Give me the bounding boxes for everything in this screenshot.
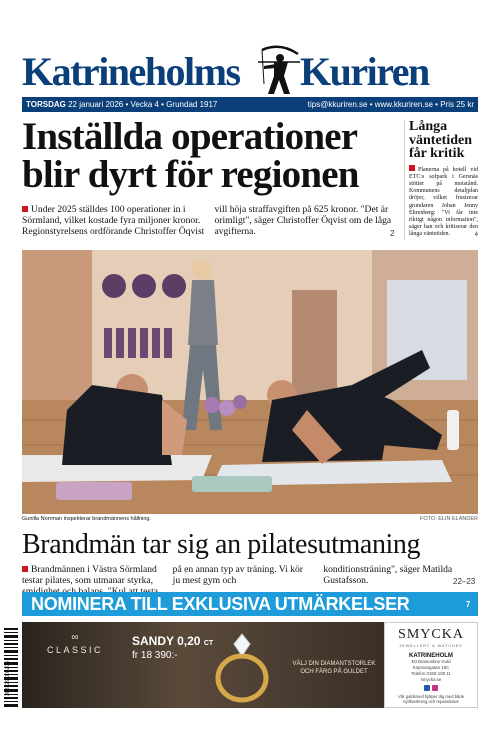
ad-tagline <box>290 660 378 676</box>
main-photo <box>22 250 478 514</box>
ad-offer <box>132 634 213 661</box>
store-town: KATRINEHOLM <box>409 653 453 659</box>
store-sub: JEWELLERY & WATCHES <box>399 643 463 648</box>
red-square-icon <box>22 206 28 212</box>
archer-logo-icon <box>254 44 304 98</box>
masthead-title-right: Kuriren <box>300 49 429 94</box>
side-story[interactable] <box>404 120 478 240</box>
date-line <box>26 100 217 109</box>
nominate-banner-text: NOMINERA TILL EXKLUSIVA UTMÄRKELSER <box>31 593 410 614</box>
classic-brand: CLASSIC <box>46 645 103 655</box>
infinity-icon: ∞ <box>71 632 79 643</box>
pilates-lead-text: Brandmännen i Västra Sörmland testar pilates, som utmanar styrka, på en annan typ av träning. Vi kör ju mest gym och konditionsträning", säger Matilda Gustafsson. <box>22 564 453 586</box>
contact-line[interactable]: tips@kkuriren.se • www.kkuriren.se • Pris 25 kr <box>307 100 474 109</box>
photo-credit: FOTO: ELIN ELANDER <box>420 516 478 522</box>
red-square-icon <box>22 566 28 572</box>
social-icons <box>389 685 473 691</box>
side-page-ref: 4 <box>474 232 478 238</box>
store-address: Köpmangatan 18C <box>412 665 450 670</box>
main-lead-text: Under 2025 ställdes 100 operationer in i Sörmland, vilket kostade fyra miljoner kronor. Regionstyrelsens ordförande Christoffer Öqvist vill höja straffavgiften på 625 kronor. "Det är orimligt", säger Christoffer Öqvist om de låga avgifterna. <box>22 204 392 237</box>
masthead-title-left: Katrineholms <box>22 49 240 94</box>
info-bar <box>22 97 478 112</box>
nominate-page-ref: 7 <box>465 599 470 609</box>
main-page-ref: 2 <box>390 229 395 238</box>
ad-visual <box>22 622 384 708</box>
main-headline[interactable]: Inställda operationer blir dyrt för regionen <box>22 115 359 196</box>
ad-tagline-1: VÄLJ DIN DIAMANTSTORLEK <box>292 661 376 667</box>
diamond-ring-icon <box>210 626 274 706</box>
facebook-icon[interactable] <box>424 685 430 691</box>
offer-title: SANDY 0,20 <box>132 634 201 648</box>
weekday: TORSDAG <box>26 100 66 109</box>
ad-tagline-2: OCH FÄRG PÅ GULDET <box>300 669 368 675</box>
side-story-title: Långa väntetiden får kritik <box>409 119 472 161</box>
store-web[interactable]: smycka.se <box>420 677 442 682</box>
store-phone: Telefon 0150-108 11 <box>411 671 451 676</box>
date-info: 22 januari 2026 • Vecka 4 • Grundad 1917 <box>68 100 218 109</box>
red-square-icon <box>409 165 415 171</box>
jewellery-ad[interactable] <box>22 622 478 708</box>
store-footer: Vår guldsmed hjälper dig med både nytillverkning och reparationer <box>397 694 465 705</box>
pilates-headline[interactable]: Brandmän tar sig an pilatesutmaning <box>22 529 421 560</box>
masthead <box>22 44 478 96</box>
side-story-body: Planerna på hotell vid ETC:s sofpark i Gersnäs stötter på motstånd. Kommunens detaljplan dröjer, vilket frustrerar grundaren Johan Jenny Ehrenberg: "Vi får inte riktigt någon information", säger han och kritiserar den långa väntetiden. <box>409 166 478 238</box>
offer-price: fr 18 390:- <box>132 650 178 661</box>
pilates-photo-illustration <box>22 250 478 514</box>
classic-logo <box>40 632 110 655</box>
nominate-banner[interactable] <box>22 592 478 616</box>
instagram-icon[interactable] <box>432 685 438 691</box>
main-lead <box>22 204 397 237</box>
photo-caption: Gunilla Norrman inspekterar brandmännens hållning. <box>22 516 152 522</box>
photo-caption-bar <box>22 516 478 525</box>
pilates-page-ref: 22–23 <box>453 577 476 586</box>
offer-unit: CT <box>203 640 214 647</box>
barcode-number: 7 388129 005205 <box>5 661 11 700</box>
store-owner: Ett Diamonline Guld <box>411 659 451 664</box>
store-name: SMYCKA <box>398 627 464 642</box>
store-info <box>384 622 478 708</box>
side-story-text <box>409 165 478 239</box>
